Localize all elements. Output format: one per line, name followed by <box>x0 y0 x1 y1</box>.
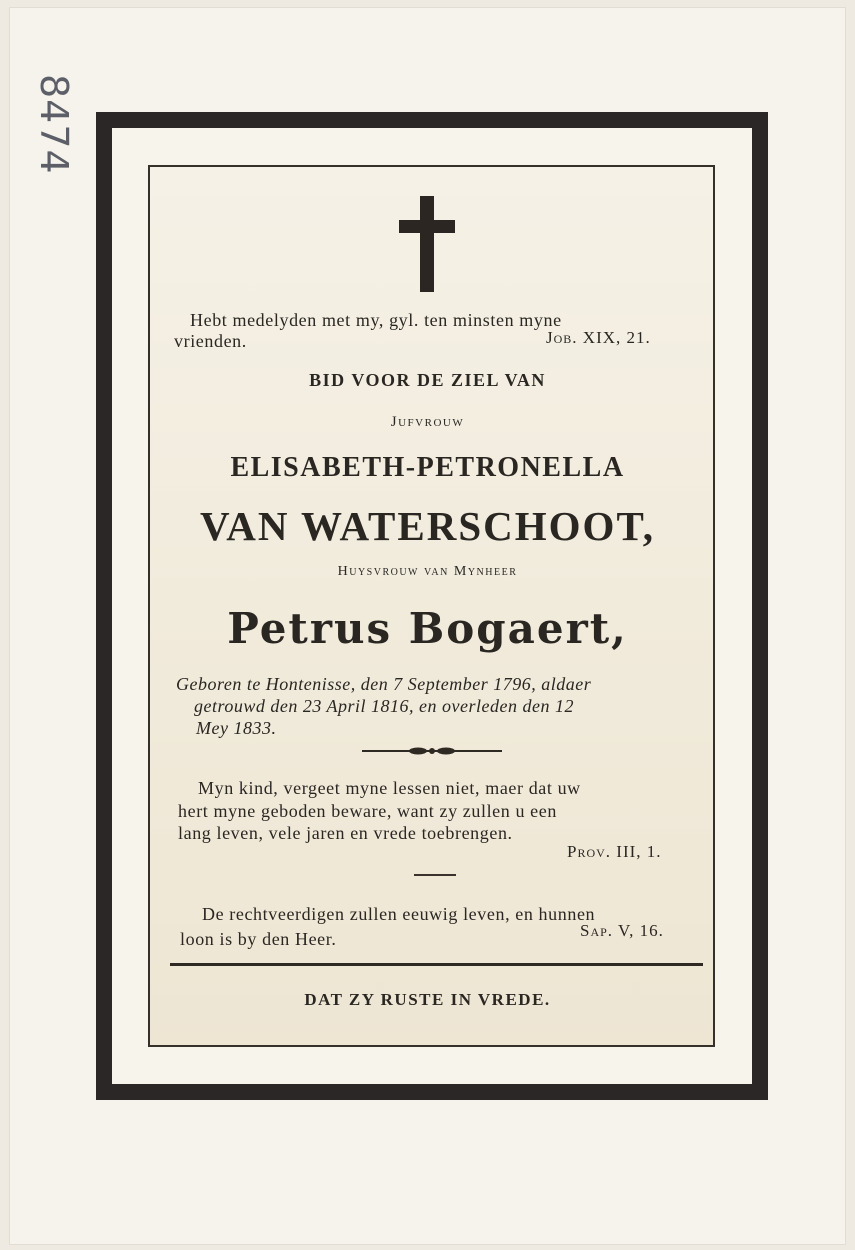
middle-verse-line2: hert myne geboden beware, want zy zullen u een <box>178 801 557 821</box>
closing-verse-line1: De rechtveerdigen zullen eeuwig leven, en hunnen <box>202 904 596 924</box>
husband-name: Petrus Bogaert, <box>227 604 628 653</box>
middle-verse-reference: Prov. III, 1. <box>567 842 662 861</box>
opening-verse-line1: Hebt medelyden met my, gyl. ten minsten myne <box>190 310 562 330</box>
archive-number: 8474 <box>32 74 76 175</box>
ornamental-divider-icon <box>362 745 502 757</box>
closing-verse-line2: loon is by den Heer. <box>180 929 337 949</box>
opening-verse-reference: Job. XIX, 21. <box>546 328 651 347</box>
prayer-heading: BID VOOR DE ZIEL VAN <box>309 370 546 390</box>
middle-verse-line1: Myn kind, vergeet myne lessen niet, maer dat uw <box>198 778 581 798</box>
relation-line: Huysvrouw van Mynheer <box>337 564 518 579</box>
deceased-first-names: ELISABETH-PETRONELLA <box>230 452 625 483</box>
biography-line2: getrouwd den 23 April 1816, en overleden den 12 <box>194 696 574 716</box>
deceased-surname: VAN WATERSCHOOT, <box>199 503 655 549</box>
opening-verse-line2: vrienden. <box>174 331 247 351</box>
biography-line1: Geboren te Hontenisse, den 7 September 1796, aldaer <box>176 674 592 694</box>
cross-icon <box>399 196 455 292</box>
biography-line3: Mey 1833. <box>196 718 277 738</box>
short-divider <box>414 874 456 876</box>
middle-verse-line3: lang leven, vele jaren en vrede toebrengen. <box>178 823 513 843</box>
rest-in-peace-line: DAT ZY RUSTE IN VREDE. <box>304 990 551 1009</box>
closing-verse-reference: Sap. V, 16. <box>580 921 664 940</box>
bottom-divider <box>170 963 703 966</box>
title-line: Jufvrouw <box>390 414 465 430</box>
